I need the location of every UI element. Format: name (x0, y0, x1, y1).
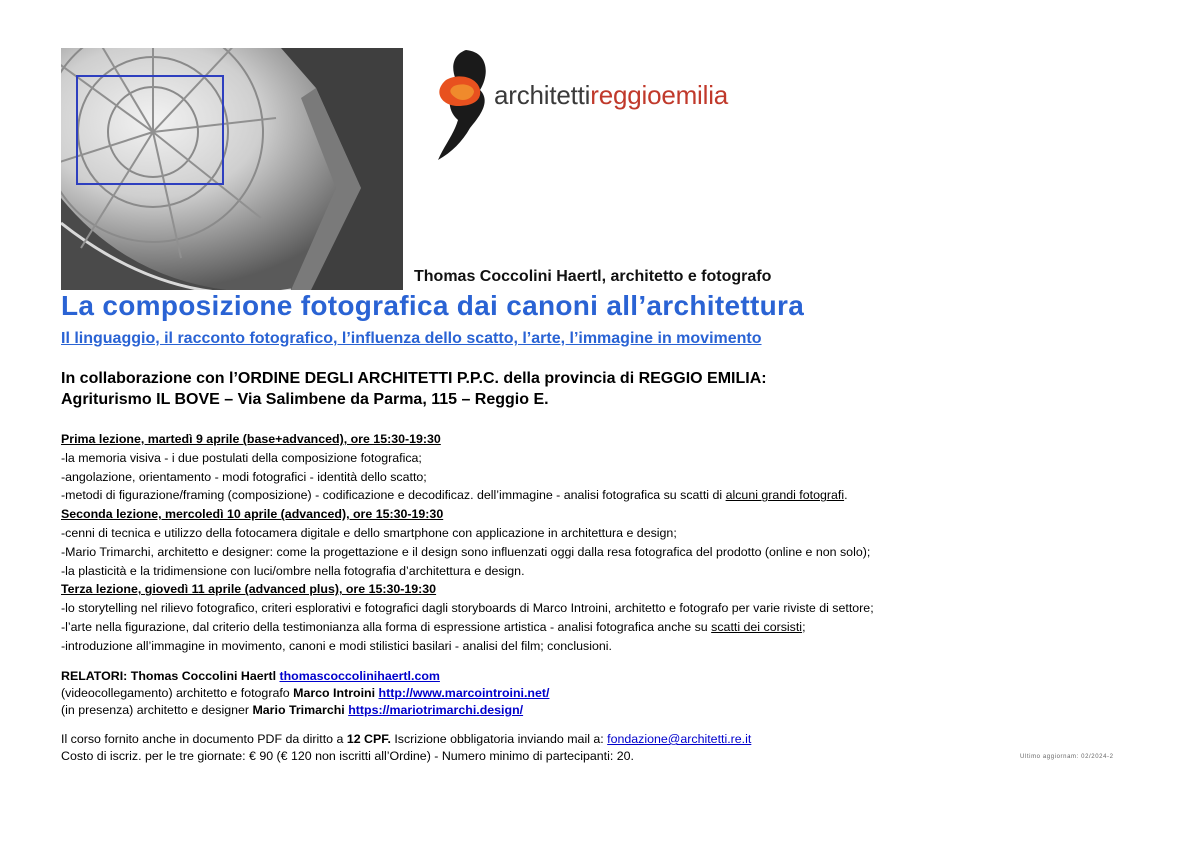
underlined-text: scatti dei corsisti (711, 619, 803, 634)
speaker-3: (in presenza) architetto e designer Mario Trimarchi https://mariotrimarchi.design/ (61, 703, 524, 717)
lesson-2-heading: Seconda lezione, mercoledì 10 aprile (advanced), ore 15:30-19:30 (61, 507, 444, 522)
speaker-1-link[interactable]: thomascoccolinihaertl.com (279, 669, 440, 683)
lesson-2-item: -la plasticità e la tridimensione con luci/ombre nella fotografia d’architettura e design. (61, 563, 525, 578)
cover-photo (61, 48, 403, 290)
email-link[interactable]: fondazione@architetti.re.it (607, 732, 752, 746)
last-updated: Ultimo aggiornam: 02/2024-2 (1020, 754, 1114, 760)
lesson-1-heading: Prima lezione, martedì 9 aprile (base+advanced), ore 15:30-19:30 (61, 432, 441, 446)
course-info (61, 731, 751, 765)
lessons-list (61, 430, 874, 656)
collaboration-info (61, 368, 767, 410)
course-line-2: Costo di iscriz. per le tre giornate: € 90 (€ 120 non iscritti all’Ordine) - Numero minimo di partecipanti: 20. (61, 749, 634, 763)
lesson-2-item: -Mario Trimarchi, architetto e designer: come la progettazione e il design sono influenzati oggi dalla resa fotografica del prodotto (online e non solo); (61, 544, 871, 559)
lesson-3-heading: Terza lezione, giovedì 11 aprile (advanced plus), ore 15:30-19:30 (61, 582, 437, 597)
logo-text-part2: reggioemilia (590, 80, 729, 110)
lesson-3-item: -lo storytelling nel rilievo fotografico, criteri esplorativi e fotografici dagli storyboards di Marco Introini, architetto e fotografo per varie riviste di settore; (61, 601, 874, 616)
venue-line: Agriturismo IL BOVE – Via Salimbene da Parma, 115 – Reggio E. (61, 391, 549, 408)
course-line-1: Il corso fornito anche in documento PDF da diritto a 12 CPF. Iscrizione obbligatoria inviando mail a: fondazione@architetti.re.it (61, 732, 752, 746)
author-line: Thomas Coccolini Haertl, architetto e fotografo (414, 268, 772, 285)
underlined-text: alcuni grandi fotografi (725, 488, 845, 503)
page-subtitle: Il linguaggio, il racconto fotografico, l’influenza dello scatto, l’arte, l’immagine in movimento (61, 330, 762, 347)
lesson-3-item: -l’arte nella figurazione, dal criterio della testimonianza alla forma di espressione artistica - analisi fotografica anche su scatti dei corsisti; (61, 619, 806, 634)
lesson-1-item: -angolazione, orientamento - modi fotografici - identità dello scatto; (61, 469, 427, 484)
logo-text-part1: architetti (494, 80, 591, 110)
lesson-1-item: -la memoria visiva - i due postulati della composizione fotografica; (61, 450, 422, 465)
lesson-3-item: -introduzione all’immagine in movimento, canoni e modi stilistici basilari - analisi del film; conclusioni. (61, 638, 612, 653)
page-title: La composizione fotografica dai canoni all’architettura (61, 290, 805, 321)
speaker-2: (videocollegamento) architetto e fotografo Marco Introini http://www.marcointroini.net/ (61, 686, 550, 700)
lesson-2-item: -cenni di tecnica e utilizzo della fotocamera digitale e dello smartphone con applicazione in architettura e design; (61, 525, 677, 540)
speaker-3-link[interactable]: https://mariotrimarchi.design/ (348, 703, 524, 717)
speakers (61, 668, 549, 719)
lesson-1-item: -metodi di figurazione/framing (composizione) - codificazione e decodificaz. dell’immagine - analisi fotografica su scatti di alcuni grandi fotografi. (61, 488, 848, 503)
logo-text (494, 80, 728, 111)
speaker-1: RELATORI: Thomas Coccolini Haertl thomascoccolinihaertl.com (61, 669, 440, 683)
collaboration-line: In collaborazione con l’ORDINE DEGLI ARCHITETTI P.P.C. della provincia di REGGIO EMILIA: (61, 370, 767, 387)
logo (426, 48, 786, 164)
speaker-2-link[interactable]: http://www.marcointroini.net/ (378, 686, 550, 700)
